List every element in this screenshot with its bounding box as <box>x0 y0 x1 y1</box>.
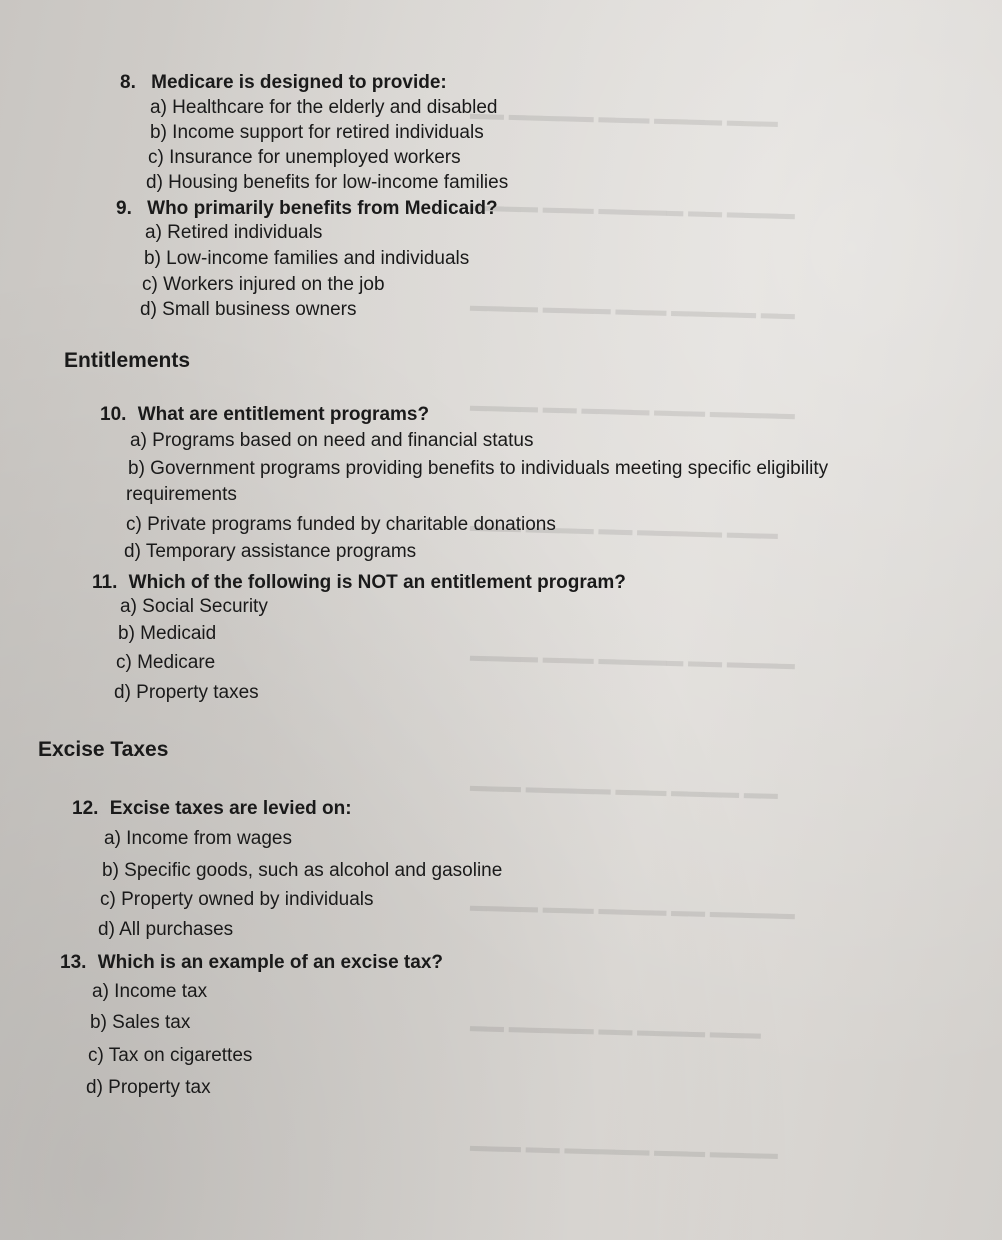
answer-option[interactable]: a) Retired individuals <box>145 222 323 243</box>
question-text: Excise taxes are levied on: <box>109 798 352 819</box>
bleed-through-texture: ▬▬ ▬▬▬▬▬ ▬▬▬ ▬▬▬▬ ▬▬▬▬ <box>469 295 796 324</box>
answer-option[interactable]: a) Social Security <box>120 596 268 617</box>
answer-option[interactable]: a) Income tax <box>92 981 208 1002</box>
question-8 <box>120 72 447 94</box>
answer-option[interactable]: c) Private programs funded by charitable donations <box>126 514 556 535</box>
answer-option[interactable]: b) Specific goods, such as alcohol and gasoline <box>102 860 503 881</box>
question-number: 11. <box>92 572 118 593</box>
answer-option-continuation: requirements <box>126 484 237 505</box>
question-text: Medicare is designed to provide: <box>151 72 447 93</box>
question-number: 9. <box>116 198 132 219</box>
answer-option[interactable]: c) Insurance for unemployed workers <box>148 147 461 168</box>
answer-option[interactable]: d) Small business owners <box>140 299 357 320</box>
answer-option[interactable]: b) Government programs providing benefits to individuals meeting specific eligibility <box>128 458 829 479</box>
answer-option[interactable]: d) Property tax <box>86 1077 211 1098</box>
answer-option[interactable]: b) Medicaid <box>118 623 217 644</box>
question-text: Who primarily benefits from Medicaid? <box>147 198 498 219</box>
answer-option[interactable]: c) Property owned by individuals <box>100 889 374 910</box>
answer-option[interactable]: d) Temporary assistance programs <box>124 541 417 562</box>
question-10 <box>100 404 429 426</box>
answer-option[interactable]: d) Housing benefits for low-income families <box>146 172 509 193</box>
question-number: 12. <box>72 798 99 819</box>
bleed-through-texture: ▬▬▬▬ ▬▬ ▬▬▬▬▬ ▬▬▬ ▬▬▬▬ <box>469 645 796 674</box>
question-number: 8. <box>120 72 136 93</box>
bleed-through-texture: ▬▬▬▬ ▬▬▬ ▬▬▬▬▬ ▬▬ ▬▬▬ <box>469 1135 779 1164</box>
bleed-through-texture: ▬▬▬▬▬ ▬▬▬ ▬▬▬▬ ▬▬ ▬▬▬▬ <box>469 395 796 424</box>
question-text: Which is an example of an excise tax? <box>97 952 443 973</box>
question-12 <box>72 798 352 820</box>
bleed-through-texture: ▬▬ ▬▬▬▬ ▬▬▬ ▬▬▬▬▬ ▬▬▬ <box>469 775 779 804</box>
bleed-through-texture: ▬▬▬▬ ▬▬ ▬▬▬▬▬ ▬▬▬ ▬▬▬▬ <box>469 195 796 224</box>
bleed-through-texture: ▬▬▬ ▬▬▬▬ ▬▬ ▬▬▬▬▬ ▬▬ <box>469 1016 762 1043</box>
question-number: 10. <box>100 404 127 425</box>
section-heading-excise-taxes: Excise Taxes <box>38 738 169 761</box>
answer-option[interactable]: a) Healthcare for the elderly and disabled <box>150 97 498 118</box>
answer-option[interactable]: b) Sales tax <box>90 1012 191 1033</box>
answer-option[interactable]: b) Income support for retired individuals <box>150 122 484 143</box>
answer-option[interactable]: d) All purchases <box>98 919 234 940</box>
question-11 <box>92 572 626 594</box>
answer-option[interactable]: b) Low-income families and individuals <box>144 248 470 269</box>
answer-option[interactable]: c) Workers injured on the job <box>142 274 385 295</box>
question-13 <box>60 952 443 974</box>
answer-option[interactable]: a) Income from wages <box>104 828 292 849</box>
answer-option[interactable]: d) Property taxes <box>114 682 259 703</box>
answer-option[interactable]: c) Tax on cigarettes <box>88 1045 253 1066</box>
question-number: 13. <box>60 952 87 973</box>
bleed-through-texture: ▬▬▬ ▬▬▬▬▬ ▬▬ ▬▬▬▬ ▬▬▬ <box>469 515 779 544</box>
bleed-through-texture: ▬▬▬▬▬ ▬▬ ▬▬▬▬ ▬▬▬ ▬▬▬▬ <box>469 895 796 924</box>
answer-option[interactable]: c) Medicare <box>116 652 216 673</box>
answer-option[interactable]: a) Programs based on need and financial status <box>130 430 534 451</box>
question-text: Which of the following is NOT an entitlement program? <box>128 572 626 593</box>
question-9 <box>116 198 498 220</box>
question-text: What are entitlement programs? <box>137 404 430 425</box>
bleed-through-texture: ▬▬▬ ▬▬▬▬ ▬▬▬ ▬▬▬▬▬ ▬▬ <box>469 103 779 132</box>
section-heading-entitlements: Entitlements <box>64 349 191 372</box>
